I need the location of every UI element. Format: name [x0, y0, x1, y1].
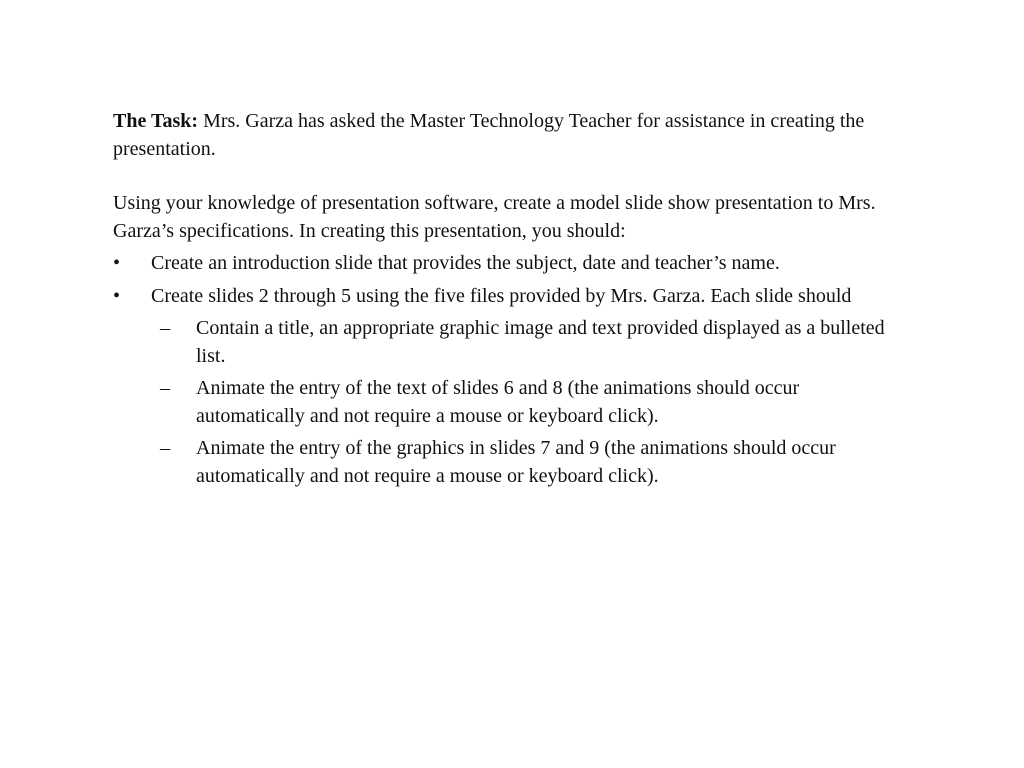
bullet-text: Create an introduction slide that provides the subject, date and teacher’s name. [151, 252, 780, 274]
sub-bullet-text: Animate the entry of the graphics in slides 7 and 9 (the animations should occur automatically and not require a mouse or keyboard click). [196, 437, 836, 487]
bullet-marker: • [113, 284, 121, 307]
task-paragraph [113, 108, 893, 163]
bullet-item-intro-slide [113, 250, 893, 278]
bullet-marker: • [113, 252, 121, 274]
paragraph-gap [113, 163, 893, 190]
task-text: Mrs. Garza has asked the Master Technology Teacher for assistance in creating the presentation. [113, 110, 865, 160]
sub-bullet-text: Contain a title, an appropriate graphic image and text provided displayed as a bulleted list. [196, 317, 885, 367]
task-label: The Task: [113, 110, 199, 132]
sub-bullet-item-graphics-animation [113, 435, 893, 490]
sub-bullet-text: Animate the entry of the text of slides 6 and 8 (the animations should occur automatically and not require a mouse or keyboard click). [196, 377, 800, 427]
bullet-item-slides-2-5 [113, 283, 893, 311]
sub-bullet-item-content [113, 315, 893, 370]
slide-body [113, 108, 893, 490]
sub-bullet-item-text-animation [113, 375, 893, 430]
dash-marker: – [160, 437, 170, 459]
intro-paragraph: Using your knowledge of presentation software, create a model slide show presentation to Mrs. Garza’s specifications. In creating this presentation, you should: [113, 192, 876, 242]
dash-marker: – [160, 317, 170, 339]
bullet-text: Create slides 2 through 5 using the five files provided by Mrs. Garza. Each slide should [151, 284, 852, 307]
dash-marker: – [160, 377, 170, 399]
